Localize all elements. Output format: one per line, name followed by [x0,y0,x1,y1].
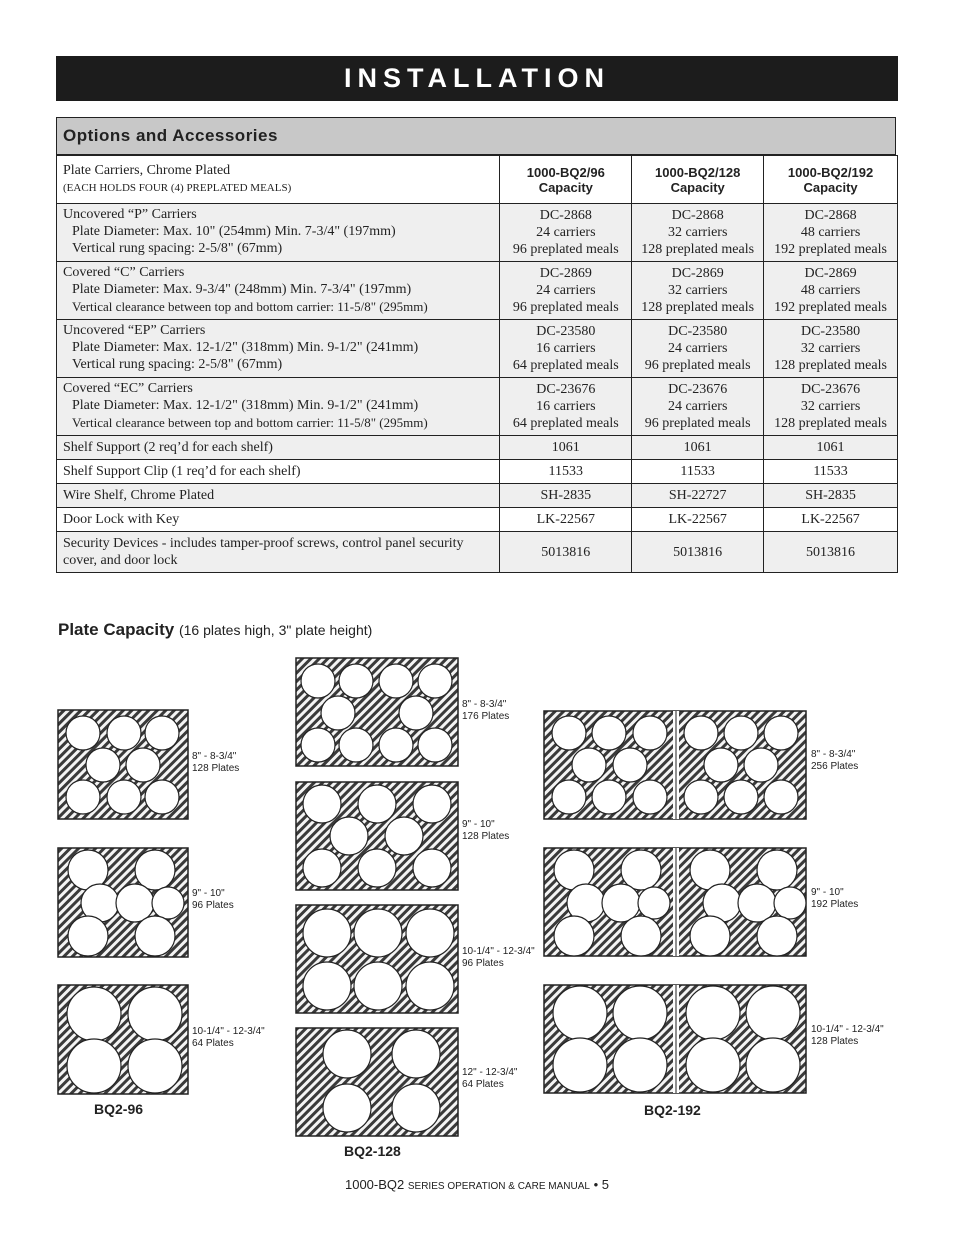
bq192-label-1: 8" - 8-3/4" 256 Plates [811,749,859,772]
model-bq96: BQ2-96 [94,1101,144,1117]
bq96-diagram-small [58,710,188,819]
bq96-diagram-medium [58,848,188,957]
bq128-label-2: 9" - 10" 128 Plates [462,819,510,842]
table-row: Security Devices - includes tamper-proof screws, control panel security cover, and door lock 5013816 5013816 5013816 [57,532,898,573]
bq96-label-2: 9" - 10" 96 Plates [192,888,234,911]
bq128-diagram-4 [296,1028,458,1136]
table-row: Wire Shelf, Chrome Plated SH-2835 SH-22727 SH-2835 [57,484,898,508]
table-row: Covered “C” Carriers Plate Diameter: Max. 9-3/4" (248mm) Min. 7-3/4" (197mm) Vertical clearance between top and bottom carrier: 11-5/8" (295mm) DC-2869 24 carriers 96 preplated meals DC-2869 32 carriers 128 preplated meals DC-2869 48 carriers 192 preplated meals [57,262,898,320]
table-row: Covered “EC” Carriers Plate Diameter: Max. 12-1/2" (318mm) Min. 9-1/2" (241mm) Vertical clearance between top and bottom carrier: 11-5/8" (295mm) DC-23676 16 carriers 64 preplated meals DC-23676 24 carriers 96 preplated meals DC-23676 32 carriers 128 preplated meals [57,378,898,436]
bq96-label-1: 8" - 8-3/4" 128 Plates [192,751,240,774]
bq128-diagram-1 [296,658,458,766]
bq192-diagram-medium [544,848,806,956]
column-bq128: 1000-BQ2/128 Capacity [632,156,764,204]
model-bq128: BQ2-128 [344,1143,401,1159]
column-bq96: 1000-BQ2/96 Capacity [500,156,632,204]
bq192-label-2: 9" - 10" 192 Plates [811,887,859,910]
plate-capacity-subtitle: (16 plates high, 3" plate height) [178,622,373,638]
table-row: Shelf Support (2 req’d for each shelf) 1061 1061 1061 [57,436,898,460]
bq128-diagram-3 [296,905,458,1013]
table-row: Uncovered “EP” Carriers Plate Diameter: Max. 12-1/2" (318mm) Min. 9-1/2" (241mm) Vertical rung spacing: 2-5/8" (67mm) DC-23580 16 carriers 64 preplated meals DC-23580 24 carriers 96 preplated meals DC-23580 32 carriers 128 preplated meals [57,320,898,378]
page-number: 5 [601,1177,609,1192]
table-row: Uncovered “P” Carriers Plate Diameter: Max. 10" (254mm) Min. 7-3/4" (197mm) Vertical rung spacing: 2-5/8" (67mm) DC-2868 24 carriers 96 preplated meals DC-2868 32 carriers 128 preplated meals DC-2868 48 carriers 192 preplated meals [57,204,898,262]
bq192-diagram-large [544,985,806,1093]
column-bq192: 1000-BQ2/192 Capacity [764,156,898,204]
bq192-label-3: 10-1/4" - 12-3/4" 128 Plates [811,1024,884,1047]
bq128-label-1: 8" - 8-3/4" 176 Plates [462,699,510,722]
bq128-label-3: 10-1/4" - 12-3/4" 96 Plates [462,946,535,969]
header-note: (EACH HOLDS FOUR (4) PREPLATED MEALS) [63,182,292,194]
bq128-label-4: 12" - 12-3/4" 64 Plates [462,1067,518,1090]
header-label: Plate Carriers, Chrome Plated [63,163,231,178]
plate-capacity-title: Plate Capacity (16 plates high, 3" plate height) [58,620,373,639]
model-bq192: BQ2-192 [644,1102,701,1118]
bq96-diagram-large [58,985,188,1094]
table-row: Shelf Support Clip (1 req’d for each shelf) 11533 11533 11533 [57,460,898,484]
page-footer: 1000-BQ2 SERIES OPERATION & CARE MANUAL • 5 [344,1177,609,1192]
table-row: Door Lock with Key LK-22567 LK-22567 LK-22567 [57,508,898,532]
bq96-label-3: 10-1/4" - 12-3/4" 64 Plates [192,1026,265,1049]
bq192-diagram-small [544,711,806,819]
bq128-diagram-2 [296,782,458,890]
options-heading: Options and Accessories [56,117,896,155]
page-title: INSTALLATION [56,56,898,101]
